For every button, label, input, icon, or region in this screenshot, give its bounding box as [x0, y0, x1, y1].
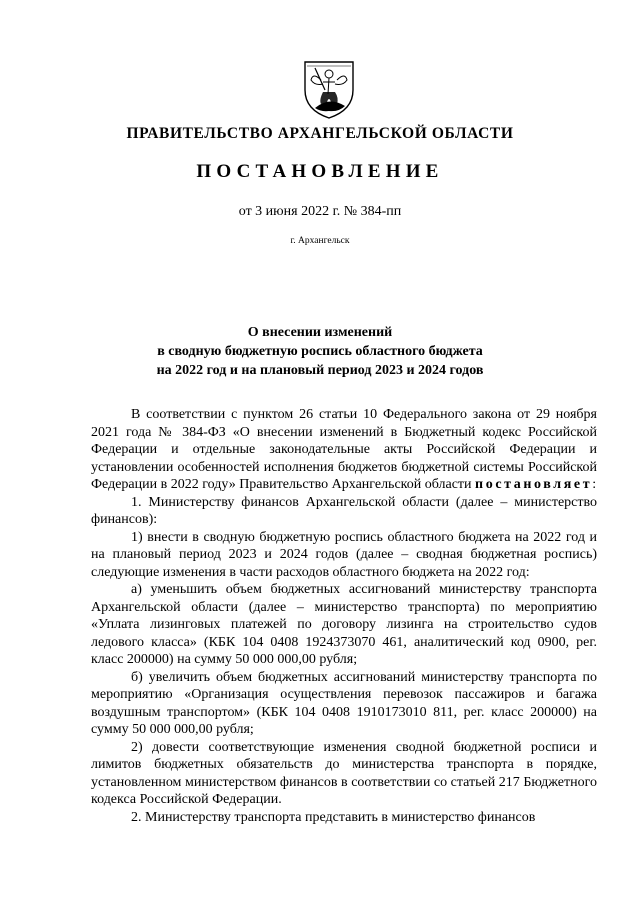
decree-word: постановляет: [475, 477, 593, 492]
document-type-title: ПОСТАНОВЛЕНИЕ: [196, 161, 444, 182]
document-date-number: от 3 июня 2022 г. № 384-пп: [238, 204, 402, 219]
coat-of-arms-icon: [301, 56, 357, 120]
subject-line: О внесении изменений: [247, 325, 393, 340]
preamble-paragraph: [91, 406, 597, 494]
paragraph-1-2: 2) довести соответствующие изменения сводной бюджетной росписи и лимитов бюджетных обязательств до министерства транспорта в порядке, установленном министерством финансов в соответствии со статьей 217 Бюджетного кодекса Российской Федерации.: [91, 739, 597, 807]
subject-line: на 2022 год и на плановый период 2023 и 2024 годов: [156, 363, 484, 378]
paragraph-1-1-b: б) увеличить объем бюджетных ассигнований министерству транспорта по мероприятию «Организация осуществления перевозок пассажиров и багажа воздушным транспортом» (КБК 104 0408 1910173010 811, рег. класс 200000) на сумму 50 000 000,00 рубля;: [91, 669, 597, 737]
document-body: [91, 406, 597, 826]
preamble-text: В соответствии с пунктом 26 статьи 10 Федерального закона от 29 ноября 2021 года № 384-ФЗ «О внесении изменений в Бюджетный кодекс Российской Федерации и отдельные законодательные акты Российской Федерации и установлении особенностей исполнения бюджетов бюджетной системы Российской Федерации в 2022 году» Правительство Архангельской области: [91, 407, 597, 492]
paragraph-1-1: 1) внести в сводную бюджетную роспись областного бюджета на 2022 год и на плановый период 2023 и 2024 годов (далее – сводная бюджетная роспись) следующие изменения в части расходов областного бюджета на 2022 год:: [91, 529, 597, 580]
document-city: г. Архангельск: [290, 236, 350, 246]
paragraph-1-1-a: а) уменьшить объем бюджетных ассигнований министерству транспорта Архангельской области (далее – министерство транспорта) по мероприятию «Уплата лизинговых платежей по договору лизинга на строительство судов ледового класса» (КБК 104 0408 1924373070 461, аналитический код 0900, рег. класс 200000) на сумму 50 000 000,00 рубля;: [91, 582, 597, 667]
preamble-end: :: [592, 477, 597, 492]
paragraph-2: 2. Министерству транспорта представить в министерство финансов: [131, 809, 536, 825]
paragraph-1: 1. Министерству финансов Архангельской области (далее – министерство финансов):: [91, 494, 597, 527]
government-name: ПРАВИТЕЛЬСТВО АРХАНГЕЛЬСКОЙ ОБЛАСТИ: [126, 125, 514, 142]
subject-line: в сводную бюджетную роспись областного бюджета: [157, 344, 483, 359]
document-subject: [0, 323, 640, 380]
